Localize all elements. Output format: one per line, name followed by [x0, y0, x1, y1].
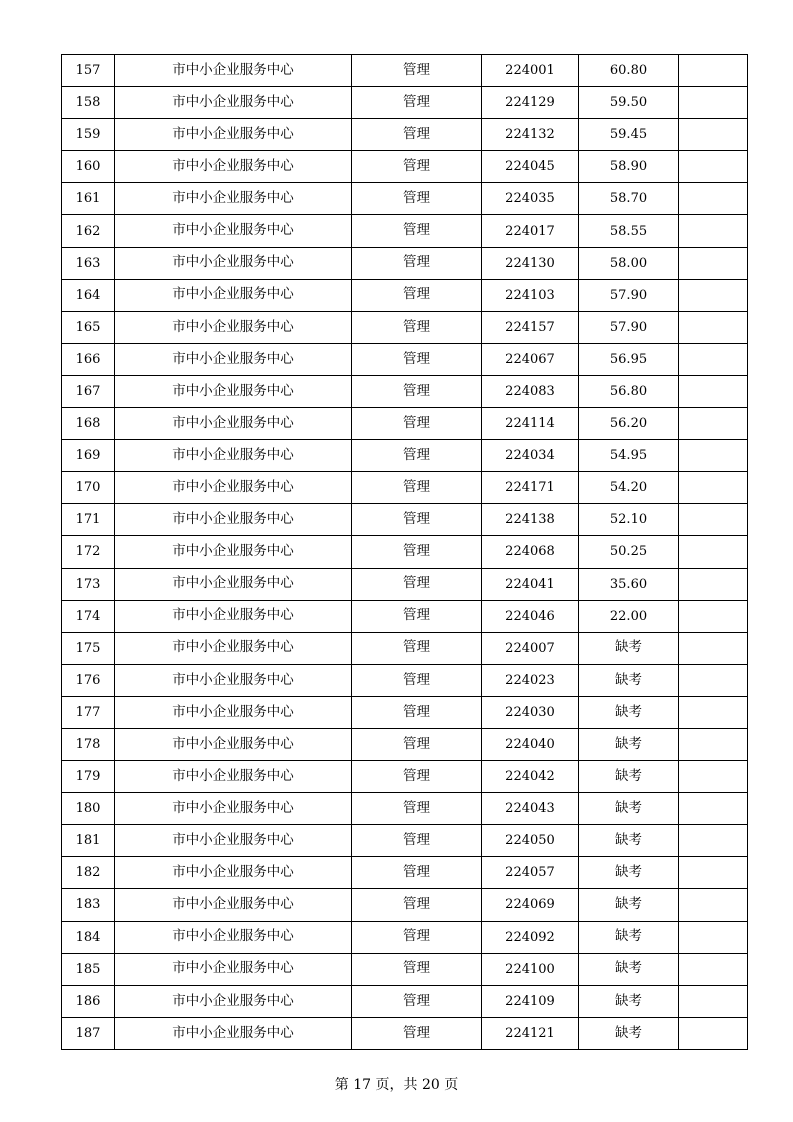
cell-score: 缺考	[579, 921, 679, 953]
cell-exam-id: 224043	[482, 793, 579, 825]
cell-post: 管理	[352, 761, 482, 793]
cell-post: 管理	[352, 55, 482, 87]
cell-post: 管理	[352, 857, 482, 889]
cell-unit: 市中小企业服务中心	[115, 119, 352, 151]
cell-score: 缺考	[579, 889, 679, 921]
cell-note	[679, 921, 748, 953]
cell-exam-id: 224157	[482, 311, 579, 343]
cell-exam-id: 224045	[482, 151, 579, 183]
table-row	[62, 889, 748, 921]
cell-sequence: 168	[62, 408, 115, 440]
cell-note	[679, 536, 748, 568]
cell-score: 50.25	[579, 536, 679, 568]
cell-sequence: 166	[62, 343, 115, 375]
table-row	[62, 504, 748, 536]
cell-sequence: 185	[62, 953, 115, 985]
cell-score: 缺考	[579, 761, 679, 793]
cell-unit: 市中小企业服务中心	[115, 87, 352, 119]
cell-sequence: 158	[62, 87, 115, 119]
cell-post: 管理	[352, 151, 482, 183]
cell-sequence: 165	[62, 311, 115, 343]
cell-exam-id: 224109	[482, 985, 579, 1017]
table-row	[62, 440, 748, 472]
cell-post: 管理	[352, 664, 482, 696]
cell-post: 管理	[352, 119, 482, 151]
cell-note	[679, 375, 748, 407]
cell-exam-id: 224034	[482, 440, 579, 472]
cell-unit: 市中小企业服务中心	[115, 504, 352, 536]
cell-score: 56.80	[579, 375, 679, 407]
cell-unit: 市中小企业服务中心	[115, 985, 352, 1017]
cell-unit: 市中小企业服务中心	[115, 311, 352, 343]
table-row	[62, 793, 748, 825]
cell-unit: 市中小企业服务中心	[115, 408, 352, 440]
cell-exam-id: 224138	[482, 504, 579, 536]
cell-unit: 市中小企业服务中心	[115, 55, 352, 87]
cell-post: 管理	[352, 375, 482, 407]
cell-score: 54.95	[579, 440, 679, 472]
cell-post: 管理	[352, 472, 482, 504]
cell-exam-id: 224132	[482, 119, 579, 151]
cell-sequence: 182	[62, 857, 115, 889]
cell-exam-id: 224046	[482, 600, 579, 632]
cell-sequence: 180	[62, 793, 115, 825]
cell-post: 管理	[352, 247, 482, 279]
cell-note	[679, 664, 748, 696]
cell-score: 缺考	[579, 632, 679, 664]
cell-exam-id: 224040	[482, 728, 579, 760]
cell-post: 管理	[352, 728, 482, 760]
cell-unit: 市中小企业服务中心	[115, 793, 352, 825]
cell-note	[679, 408, 748, 440]
table-row	[62, 857, 748, 889]
cell-note	[679, 793, 748, 825]
cell-unit: 市中小企业服务中心	[115, 568, 352, 600]
cell-post: 管理	[352, 279, 482, 311]
cell-post: 管理	[352, 696, 482, 728]
cell-sequence: 178	[62, 728, 115, 760]
cell-score: 缺考	[579, 985, 679, 1017]
table-row	[62, 119, 748, 151]
cell-exam-id: 224129	[482, 87, 579, 119]
table-row	[62, 728, 748, 760]
table-row	[62, 632, 748, 664]
cell-note	[679, 1017, 748, 1049]
cell-post: 管理	[352, 343, 482, 375]
cell-post: 管理	[352, 568, 482, 600]
table-row	[62, 183, 748, 215]
cell-unit: 市中小企业服务中心	[115, 857, 352, 889]
cell-exam-id: 224042	[482, 761, 579, 793]
cell-unit: 市中小企业服务中心	[115, 440, 352, 472]
cell-exam-id: 224041	[482, 568, 579, 600]
cell-exam-id: 224069	[482, 889, 579, 921]
cell-note	[679, 311, 748, 343]
table-row	[62, 825, 748, 857]
table-row	[62, 408, 748, 440]
cell-score: 58.70	[579, 183, 679, 215]
table-row	[62, 472, 748, 504]
cell-post: 管理	[352, 311, 482, 343]
cell-score: 缺考	[579, 793, 679, 825]
cell-sequence: 167	[62, 375, 115, 407]
table-row	[62, 247, 748, 279]
cell-post: 管理	[352, 215, 482, 247]
cell-exam-id: 224050	[482, 825, 579, 857]
cell-note	[679, 568, 748, 600]
cell-score: 59.50	[579, 87, 679, 119]
table-row	[62, 55, 748, 87]
table-row	[62, 985, 748, 1017]
cell-note	[679, 600, 748, 632]
cell-sequence: 159	[62, 119, 115, 151]
cell-exam-id: 224068	[482, 536, 579, 568]
cell-unit: 市中小企业服务中心	[115, 183, 352, 215]
cell-post: 管理	[352, 504, 482, 536]
cell-note	[679, 889, 748, 921]
cell-sequence: 170	[62, 472, 115, 504]
cell-note	[679, 472, 748, 504]
cell-post: 管理	[352, 183, 482, 215]
cell-note	[679, 151, 748, 183]
cell-unit: 市中小企业服务中心	[115, 728, 352, 760]
cell-unit: 市中小企业服务中心	[115, 343, 352, 375]
table-row	[62, 87, 748, 119]
cell-note	[679, 857, 748, 889]
cell-exam-id: 224067	[482, 343, 579, 375]
cell-score: 52.10	[579, 504, 679, 536]
table-row	[62, 696, 748, 728]
cell-score: 56.20	[579, 408, 679, 440]
table-row	[62, 568, 748, 600]
cell-exam-id: 224030	[482, 696, 579, 728]
cell-sequence: 184	[62, 921, 115, 953]
cell-score: 缺考	[579, 857, 679, 889]
page-number: 第 17 页，共 20 页	[334, 1077, 459, 1093]
table-row	[62, 151, 748, 183]
cell-unit: 市中小企业服务中心	[115, 600, 352, 632]
table-row	[62, 215, 748, 247]
cell-score: 缺考	[579, 825, 679, 857]
cell-post: 管理	[352, 921, 482, 953]
cell-exam-id: 224007	[482, 632, 579, 664]
cell-note	[679, 215, 748, 247]
cell-unit: 市中小企业服务中心	[115, 279, 352, 311]
cell-unit: 市中小企业服务中心	[115, 921, 352, 953]
cell-unit: 市中小企业服务中心	[115, 761, 352, 793]
table-row	[62, 311, 748, 343]
cell-sequence: 163	[62, 247, 115, 279]
cell-sequence: 164	[62, 279, 115, 311]
cell-score: 58.55	[579, 215, 679, 247]
cell-exam-id: 224114	[482, 408, 579, 440]
cell-note	[679, 440, 748, 472]
cell-unit: 市中小企业服务中心	[115, 696, 352, 728]
cell-post: 管理	[352, 408, 482, 440]
cell-unit: 市中小企业服务中心	[115, 472, 352, 504]
cell-sequence: 160	[62, 151, 115, 183]
cell-post: 管理	[352, 889, 482, 921]
cell-note	[679, 119, 748, 151]
cell-note	[679, 825, 748, 857]
cell-sequence: 175	[62, 632, 115, 664]
cell-note	[679, 247, 748, 279]
cell-exam-id: 224023	[482, 664, 579, 696]
cell-note	[679, 343, 748, 375]
cell-score: 57.90	[579, 279, 679, 311]
cell-note	[679, 761, 748, 793]
cell-score: 缺考	[579, 696, 679, 728]
cell-score: 35.60	[579, 568, 679, 600]
cell-score: 59.45	[579, 119, 679, 151]
cell-post: 管理	[352, 87, 482, 119]
table-row	[62, 279, 748, 311]
cell-sequence: 171	[62, 504, 115, 536]
cell-sequence: 186	[62, 985, 115, 1017]
cell-unit: 市中小企业服务中心	[115, 664, 352, 696]
cell-score: 56.95	[579, 343, 679, 375]
cell-sequence: 179	[62, 761, 115, 793]
cell-unit: 市中小企业服务中心	[115, 825, 352, 857]
cell-exam-id: 224017	[482, 215, 579, 247]
cell-exam-id: 224035	[482, 183, 579, 215]
cell-sequence: 174	[62, 600, 115, 632]
table-row	[62, 343, 748, 375]
table-row	[62, 664, 748, 696]
cell-post: 管理	[352, 632, 482, 664]
cell-post: 管理	[352, 953, 482, 985]
cell-note	[679, 696, 748, 728]
cell-post: 管理	[352, 985, 482, 1017]
cell-sequence: 176	[62, 664, 115, 696]
cell-post: 管理	[352, 536, 482, 568]
cell-score: 缺考	[579, 728, 679, 760]
cell-score: 缺考	[579, 953, 679, 985]
cell-post: 管理	[352, 440, 482, 472]
cell-note	[679, 183, 748, 215]
cell-post: 管理	[352, 1017, 482, 1049]
cell-sequence: 187	[62, 1017, 115, 1049]
cell-score: 60.80	[579, 55, 679, 87]
cell-exam-id: 224057	[482, 857, 579, 889]
cell-note	[679, 953, 748, 985]
cell-unit: 市中小企业服务中心	[115, 632, 352, 664]
cell-exam-id: 224130	[482, 247, 579, 279]
cell-unit: 市中小企业服务中心	[115, 247, 352, 279]
cell-unit: 市中小企业服务中心	[115, 215, 352, 247]
results-table-body	[62, 55, 748, 1050]
table-row	[62, 1017, 748, 1049]
cell-score: 58.00	[579, 247, 679, 279]
cell-exam-id: 224100	[482, 953, 579, 985]
cell-post: 管理	[352, 793, 482, 825]
cell-note	[679, 985, 748, 1017]
cell-unit: 市中小企业服务中心	[115, 953, 352, 985]
cell-note	[679, 279, 748, 311]
cell-unit: 市中小企业服务中心	[115, 1017, 352, 1049]
cell-score: 缺考	[579, 1017, 679, 1049]
cell-sequence: 183	[62, 889, 115, 921]
cell-sequence: 181	[62, 825, 115, 857]
cell-score: 54.20	[579, 472, 679, 504]
table-row	[62, 600, 748, 632]
cell-note	[679, 87, 748, 119]
cell-post: 管理	[352, 825, 482, 857]
cell-exam-id: 224121	[482, 1017, 579, 1049]
cell-sequence: 157	[62, 55, 115, 87]
cell-sequence: 172	[62, 536, 115, 568]
cell-sequence: 173	[62, 568, 115, 600]
cell-score: 57.90	[579, 311, 679, 343]
cell-sequence: 177	[62, 696, 115, 728]
cell-sequence: 161	[62, 183, 115, 215]
table-row	[62, 375, 748, 407]
cell-unit: 市中小企业服务中心	[115, 536, 352, 568]
table-row	[62, 953, 748, 985]
cell-exam-id: 224001	[482, 55, 579, 87]
cell-note	[679, 632, 748, 664]
cell-unit: 市中小企业服务中心	[115, 889, 352, 921]
cell-score: 58.90	[579, 151, 679, 183]
cell-note	[679, 728, 748, 760]
table-row	[62, 921, 748, 953]
cell-exam-id: 224103	[482, 279, 579, 311]
cell-sequence: 169	[62, 440, 115, 472]
cell-sequence: 162	[62, 215, 115, 247]
cell-score: 22.00	[579, 600, 679, 632]
cell-unit: 市中小企业服务中心	[115, 375, 352, 407]
cell-note	[679, 504, 748, 536]
table-row	[62, 536, 748, 568]
cell-unit: 市中小企业服务中心	[115, 151, 352, 183]
cell-note	[679, 55, 748, 87]
table-row	[62, 761, 748, 793]
cell-exam-id: 224171	[482, 472, 579, 504]
results-table	[61, 54, 748, 1050]
cell-exam-id: 224083	[482, 375, 579, 407]
cell-post: 管理	[352, 600, 482, 632]
cell-exam-id: 224092	[482, 921, 579, 953]
cell-score: 缺考	[579, 664, 679, 696]
